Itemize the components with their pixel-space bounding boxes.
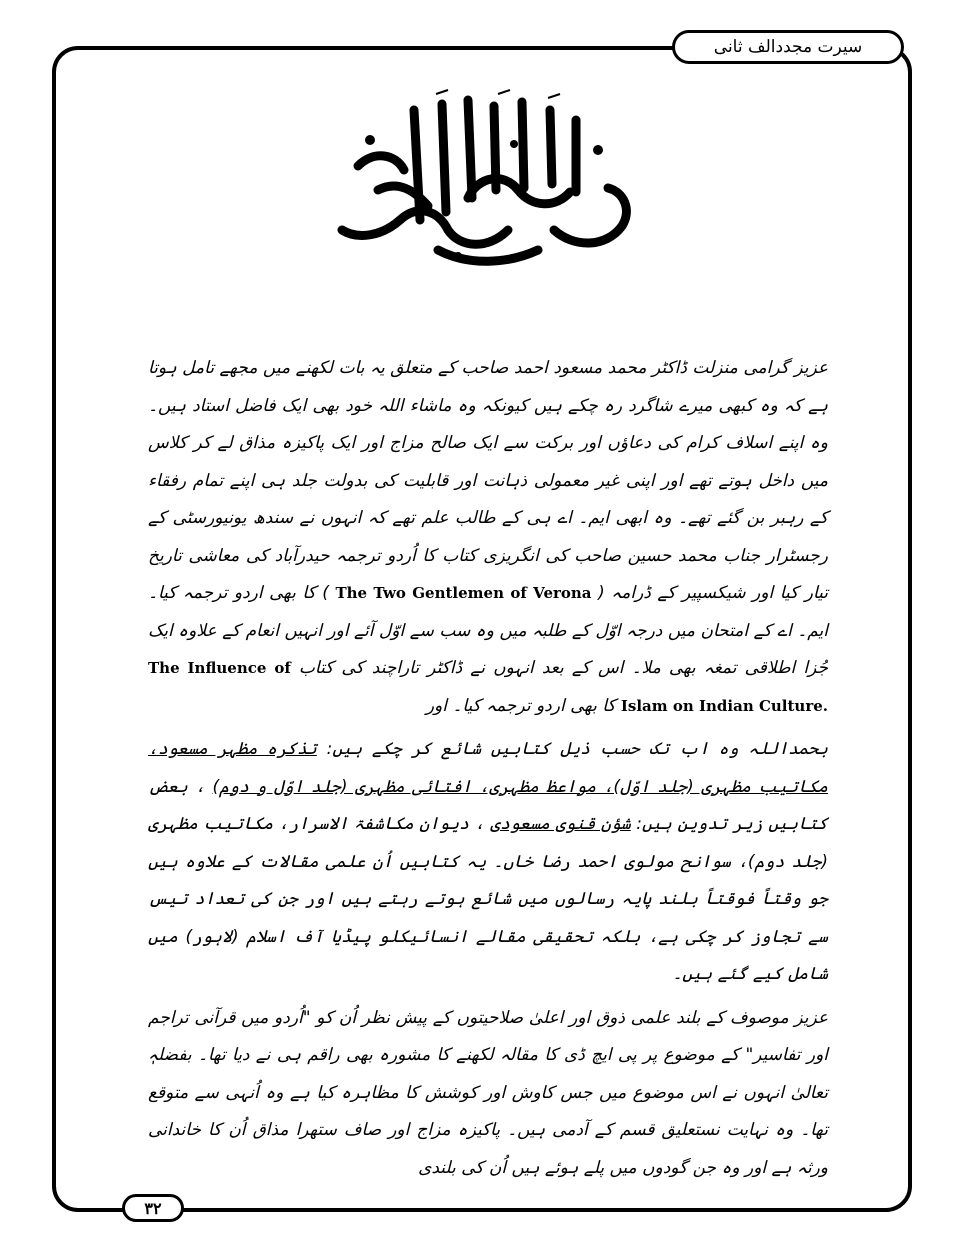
text-segment: عزیز گرامی منزلت ڈاکٹر محمد مسعود احمد صاحب کے متعلق یہ بات لکھنے میں مجھے تامل ہوتا ہے کہ وہ کبھی میرے شاگرد رہ چکے ہیں کیونکہ وہ ماشاء اللہ خود بھی ایک فاضل استاد ہیں۔ وہ اپنے اسلاف کرام کی دعاؤں اور برکت سے ایک صالح مزاج اور ایک پاکیزہ مذاق لے کر کلاس میں داخل ہوتے تھے اور اپنی غیر معمولی ذہانت اور قابلیت کی بدولت جلد ہی اپنے تمام رفقاء کے رہبر بن گئے تھے۔ وہ ابھی ایم۔ اے ہی کے طالب علم تھے کہ انہوں نے سندھ یونیورسٹی کے رجسٹرار جناب محمد حسین صاحب کی انگریزی کتاب کا اُردو ترجمہ حیدرآباد کی معاشی تاریخ تیار کیا اور شیکسپیر کے ڈرامہ ( bbox=[148, 358, 829, 603]
running-title: سیرت مجددالف ثانی bbox=[713, 37, 863, 57]
paragraph-1 bbox=[148, 350, 828, 725]
underlined-book-list: تذکرہ مظہر مسعود، مکاتیب مظہری (جلد اوّل)، مواعظ مظہری، افتائی مظہری (جلد اوّل و دوم) bbox=[148, 739, 828, 797]
page-number: ۳۲ bbox=[144, 1198, 162, 1218]
text-segment: کا بھی اردو ترجمہ کیا۔ اور bbox=[425, 695, 616, 716]
text-segment: ، بعض کتابیں زیر تدوین ہیں: bbox=[148, 776, 829, 834]
english-title-influence-of-islam: The Influence of Islam on Indian Culture. bbox=[148, 659, 828, 715]
bismillah-calligraphy bbox=[318, 80, 642, 270]
page-number-badge bbox=[122, 1194, 184, 1222]
text-segment: بحمداللہ وہ اب تک حسب ذیل کتابیں شائع کر چکے ہیں: bbox=[316, 739, 828, 759]
running-title-tab bbox=[672, 30, 904, 64]
text-segment: ، دیوان مکاشفۃ الاسرار، مکاتیب مظہری (جلد دوم)، سوانح مولوی احمد رضا خاں۔ یہ کتابیں اُن علمی مقالات کے علاوہ ہیں جو وقتاً فوقتاً بلند پایہ رسالوں میں شائع ہوتے رہتے ہیں اور جن کی تعداد تیس سے تجاوز کر چکی ہے، بلکہ تحقیقی مقالے انسائیکلو پیڈیا آف اسلام (لاہور) میں شامل کیے گئے ہیں۔ bbox=[148, 814, 828, 984]
paragraph-3 bbox=[148, 1000, 828, 1188]
text-segment: ) کا بھی اردو ترجمہ کیا۔ ایم۔ اے کے امتحان میں درجہ اوّل کے طلبہ میں وہ سب سے اوّل آئے اور انہیں انعام کے علاوہ ایک جُزا اطلاقی تمغہ بھی ملا۔ اس کے بعد انہوں نے ڈاکٹر تاراچند کی کتاب bbox=[148, 583, 828, 678]
underlined-book-title: شؤن قنوی مسعودی bbox=[490, 814, 631, 834]
english-title-two-gentlemen: The Two Gentlemen of Verona bbox=[335, 584, 592, 602]
paragraph-2 bbox=[148, 731, 828, 994]
body-text bbox=[148, 350, 828, 1193]
text-segment: عزیز موصوف کے بلند علمی ذوق اور اعلیٰ صلاحیتوں کے پیش نظر اُن کو "اُردو میں قرآنی تراجم اور تفاسیر" کے موضوع پر پی ایچ ڈی کا مقالہ لکھنے کا مشورہ بھی راقم ہی نے دیا تھا۔ بفضلہٖ تعالیٰ انہوں نے اس موضوع میں جس کاوش اور کوشش کا مظاہرہ کیا ہے وہ اُنہی سے متوقع تھا۔ وہ نہایت نستعلیق قسم کے آدمی ہیں۔ پاکیزہ مزاج اور صاف ستھرا مذاق اُن کا خاندانی ورثہ ہے اور وہ جن گودوں میں پلے ہوئے ہیں اُن کی بلندی bbox=[148, 1007, 828, 1178]
bismillah-calligraphy-drawing bbox=[318, 80, 642, 270]
